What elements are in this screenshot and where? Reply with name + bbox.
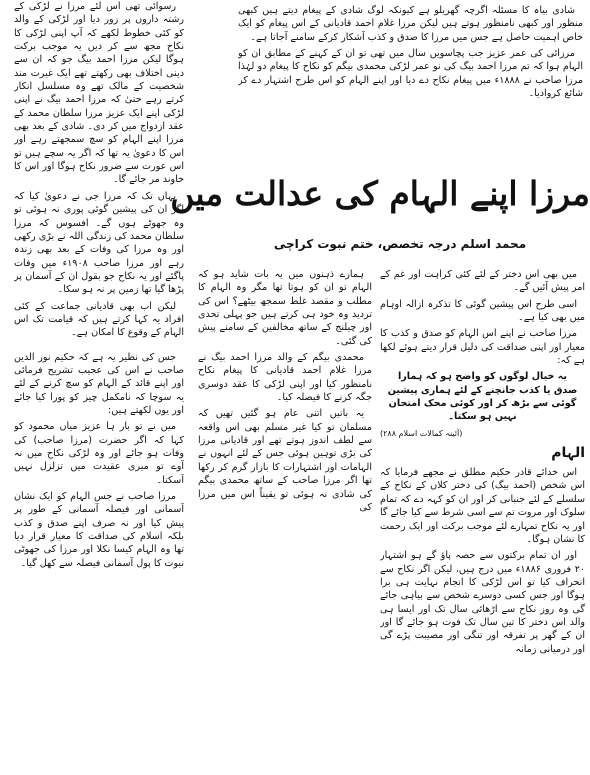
paragraph: میں بھی اس دختر کے لئے کئی کراہت اور غم کے امر پیش آئیں گے۔ (380, 269, 585, 294)
paragraph: جس کی نظیر یہ ہے کہ حکیم نور الدین صاحب نے اس کی عجیب تشریح فرمائی اور اپنے قائد کے الہام کو سچ کرنے کے لئے یہ سوچا کہ نامکمل چیز کو پورا کیا جائے اور یوں لکھتے ہیں: (14, 351, 184, 416)
paragraph: شادی بیاہ کا مسئلہ اگرچہ گھریلو ہے کیونکہ لوگ شادی کے پیغام دیتے ہیں کبھی منظور اور کبھی نامنظور ہوتے ہیں لیکن مرزا غلام احمد قادیانی کے اس پیغام کو ایک خاص اہمیت حاصل ہے جس میں مرزا کا صدق و کذب آشکار کرکے سامنے آجاتا ہے۔ (238, 5, 583, 43)
paragraph: مرزائی کی عمر عزیز جب پچاسویں سال میں تھی تو ان کے کہنے کے مطابق ان کو الہام ہوا کہ تم مرزا احمد بیگ کی نو عمر لڑکی محمدی بیگم کو نکاح کا پیغام دو لہٰذا مرزا صاحب نے ۱۸۸۸ء میں پیغام نکاح دے دیا اور اپنے الہام کو اس طرح اشتہار دے کر شائع کروادیا۔ (238, 48, 583, 100)
article-byline: محمد اسلم درجہ تخصص، ختم نبوت کراچی (273, 237, 527, 251)
paragraph: محمدی بیگم کے والد مرزا احمد بیگ نے مرزا غلام احمد قادیانی کا پیغام نکاح نامنظور کیا اور اپنی لڑکی کا عقد دوسری جگہ کرنے کا فیصلہ کیا۔ (198, 352, 372, 404)
spacer (14, 343, 184, 351)
article-column-right (380, 268, 585, 773)
article-headline: مرزا اپنے الہام کی عدالت میں (170, 174, 590, 213)
paragraph: مرزا صاحب نے جس الہام کو ایک نشان آسمانی اور فیصلہ آسمانی کے طور پر پیش کیا اور نہ صرف اپنے صدق و کذب بلکہ اسلام کی صداقت کا معیار قرار دیا تھا وہ الہام کیسا نکلا اور مرزا کی جھوٹی نبوت کا پول آسمانی فیصلہ سے کھل گیا۔ (14, 491, 184, 569)
paragraph: میں نے تو بار ہا عزیز میاں محمود کو کہا کہ اگر حضرت (مرزا صاحب) کی وفات ہو جائے اور وہ لڑکی نکاح میں نہ آوے تو میری عقیدت میں تزلزل نہیں آسکتا۔ (14, 421, 184, 486)
paragraph: اور ان تمام برکتوں سے حصہ پاؤ گے ہو اشتہار ۲۰ فروری ۱۸۸۶ء میں درج ہیں، لیکن اگر نکاح سے انحراف کیا تو اس لڑکی کا انجام نہایت ہی برا ہوگا اور جس کسی دوسرے شخص سے بیاہی جائے گی وہ روز نکاح سے اڑھائی سال تک اور ایسا ہی والد اس دختر کا تین سال تک فوت ہو جائے گا اور ان کے گھر پر تفرقہ اور تنگی اور مصیبت پڑے گی اور درمیانی زمانہ (380, 550, 585, 655)
paragraph: یہ باتیں اتنی عام ہو گئیں تھیں کہ مسلمان تو کیا غیر مسلم بھی اس واقعہ سے لطف اندوز ہوتے تھے اور قادیانی مرزا کی بڑی توہین ہوئی جس کے لئے انہوں نے الہامات اور اشتہارات کا بازار گرم کر رکھا تھا اگر مرزا صاحب کے ساتھ محمدی بیگم کی شادی نہ ہوئی تو یقیناً اس میں مرزا کی (198, 408, 372, 513)
paragraph: لیکن اب بھی قادیانی جماعت کے کئی افراد یہ کہا کرتے ہیں کہ قیامت تک اس الہام کے وقوع کا امکان ہے۔ (14, 300, 184, 339)
section-heading: الہام (551, 445, 585, 462)
paragraph: یہاں تک کہ مرزا جی نے دعویٰ کیا کہ اگر ان کی پیشین گوئی پوری نہ ہوئی تو وہ جھوٹے ہوں گے۔ افسوس کہ مرزا سلطان محمد کی زندگی اللہ نے بڑی رکھی اور وہ مرزا کی وفات کے بعد بھی زندہ رہے اور مرزا صاحب ۱۹۰۸ء میں وفات پاگئے اور یہ نکاح جو بقول ان کے آسمان پر پڑھا گیا تھا زمین پر نہ ہو سکا۔ (14, 190, 184, 296)
article-column-top-right (238, 4, 583, 162)
article-column-left (14, 0, 184, 775)
paragraph: اسی طرح اس پیشین گوئی کا تذکرہ ازالہ اوہام میں بھی کیا ہے۔ (380, 298, 585, 324)
quote-block: یہ خیال لوگوں کو واضح ہو کہ ہمارا صدق یا کذب جانچنے کے لئے ہماری پیشین گوئی سے بڑھ کر اور کوئی محک امتحان نہیں ہو سکتا۔ (387, 371, 578, 423)
article-column-middle (198, 268, 372, 773)
paragraph: مرزا صاحب نے اپنے اس الہام کو صدق و کذب کا معیار اور اپنی صداقت کی دلیل قرار دیتے ہوئے لکھا ہے کہ: (380, 328, 585, 367)
quote-citation: (آئینہ کمالات اسلام ۲۸۸) (380, 428, 463, 438)
paragraph: رسوائی تھی اس لئے مرزا نے لڑکی کے رشتہ داروں پر زور دیا اور لڑکی کے والد کو کئی خطوط لکھے کہ آپ اپنی لڑکی کا نکاح مجھ سے کر دیں یہ موجب برکت ہوگا لیکن مرزا احمد بیگ جو کہ ان سے دینی اختلاف بھی رکھتے تھے ایک غیرت مند شخصیت کے مالک تھے وہ مسلسل انکار کرتے رہے حتیٰ کہ مرزا احمد بیگ نے اپنی لڑکی اپنے ایک عزیز مرزا سلطان محمد کے عقد ازدواج میں کر دی۔ شادی کے بعد بھی مرزا اپنے الہام کو سچ سمجھتے رہے اور اس کا دعویٰ یہ تھا کہ اگر یہ سچے ہیں تو اس عورت سے ضرور نکاح ہوگا اور اس کا خاوند مر جائے گا۔ (14, 1, 184, 186)
paragraph: ہمارے ذہنوں میں یہ بات شاید ہو کہ الہام تو ان کو ہوتا تھا مگر وہ الہام کا مطلب و مقصد غلط سمجھ بیٹھے؟ اس کی تردید وہ خود ہی کرتے ہیں جو پہلی تحدی اور چیلنج کے ساتھ مخالفین کے سامنے پیش کی گئی۔ (198, 269, 372, 347)
paragraph: اس خدائے قادر حکیم مطلق نے مجھے فرمایا کہ اس شخص (احمد بیگ) کی دختر کلاں کے نکاح کے سلسلے کے لئے جنبانی کر اور ان کو کہہ دے کہ تمام سلوک اور مروت تم سے اسی شرط سے کیا جائے گا اور یہ نکاح تمہارے لئے موجب برکت اور ایک رحمت کا نشان ہوگا۔ (380, 467, 585, 545)
